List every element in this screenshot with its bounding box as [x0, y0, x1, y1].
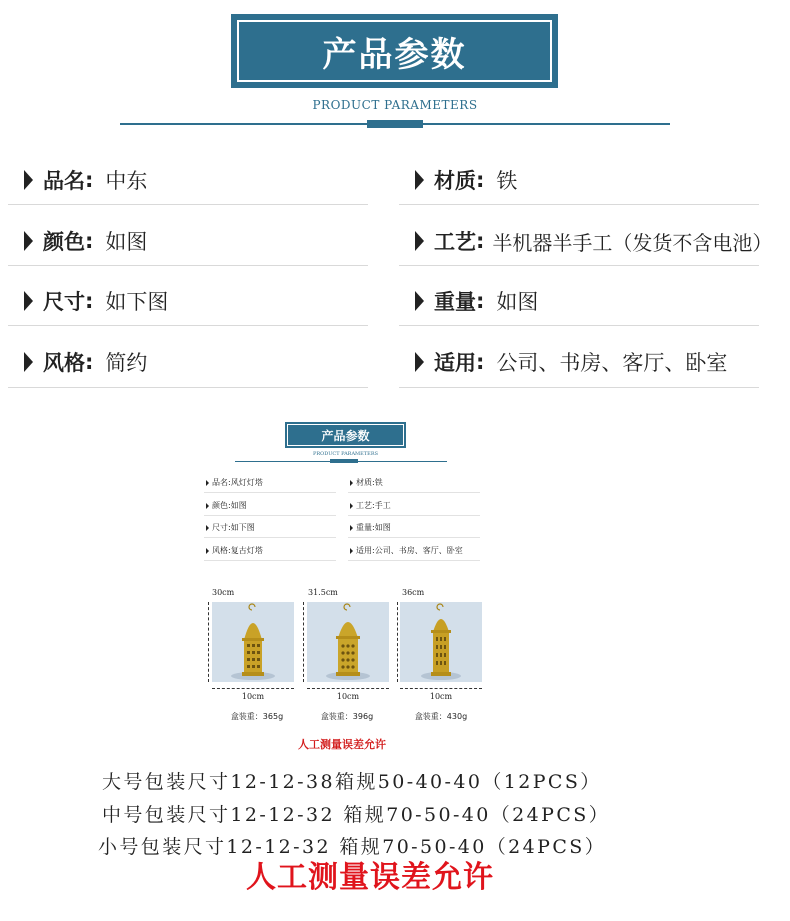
product-photo	[307, 602, 389, 682]
param-weight	[415, 286, 538, 316]
packaging-small: 小号包装尺寸12-12-32 箱规70-50-40（24PCS）	[98, 836, 607, 858]
divider	[204, 560, 336, 561]
arrow-right-icon	[350, 548, 353, 554]
width-label: 10cm	[429, 692, 453, 701]
arrow-right-icon	[350, 525, 353, 531]
param-colon: :	[85, 229, 94, 253]
divider	[348, 492, 480, 493]
arrow-right-icon	[350, 503, 353, 509]
arrow-right-icon	[350, 480, 353, 486]
param-label: 风格	[43, 351, 85, 375]
thumbnail-param-value: 公司、书房、客厅、卧室	[374, 546, 463, 555]
thumbnail-param	[350, 545, 463, 556]
param-value: 如图	[105, 230, 148, 254]
param-colon: :	[476, 350, 485, 374]
thumbnail-measurement-note: 人工测量误差允许	[298, 738, 386, 751]
thumbnail-param	[206, 522, 255, 533]
page-subtitle: PRODUCT PARAMETERS	[312, 98, 478, 112]
lantern-image	[307, 602, 389, 682]
divider	[8, 265, 368, 266]
height-dimension-line	[303, 602, 304, 682]
thumbnail-param-value: 如图	[374, 523, 391, 532]
page-title: 产品参数	[237, 20, 552, 82]
header-rule-accent	[367, 120, 423, 128]
param-value: 如下图	[105, 290, 169, 314]
height-dimension-line	[397, 602, 398, 682]
arrow-right-icon	[206, 480, 209, 486]
thumbnail-param-label: 颜色:	[212, 501, 231, 510]
arrow-right-icon	[24, 291, 33, 311]
param-value: 公司、书房、客厅、卧室	[496, 351, 728, 375]
width-dimension-line	[400, 688, 482, 689]
param-value: 铁	[496, 169, 518, 193]
param-name	[24, 165, 147, 195]
param-colon: :	[85, 289, 94, 313]
thumbnail-param	[206, 500, 247, 511]
lantern-image	[212, 602, 294, 682]
thumbnail-param-label: 品名:	[212, 478, 231, 487]
param-colon: :	[476, 229, 485, 253]
param-colon: :	[85, 350, 94, 374]
thumbnail-param-value: 如下图	[230, 523, 255, 532]
param-style	[24, 347, 147, 377]
divider	[399, 325, 759, 326]
divider	[399, 204, 759, 205]
param-usage	[415, 347, 727, 377]
divider	[348, 560, 480, 561]
product-photo	[212, 602, 294, 682]
arrow-right-icon	[206, 503, 209, 509]
thumbnail-subtitle: PRODUCT PARAMETERS	[312, 451, 379, 457]
param-label: 尺寸	[43, 290, 85, 314]
param-colon: :	[85, 168, 94, 192]
weight-label: 盒装重：430g	[414, 712, 468, 721]
param-label: 材质	[434, 169, 476, 193]
thumbnail-param-value: 铁	[374, 478, 383, 487]
thumbnail-param-value: 如图	[230, 501, 247, 510]
arrow-right-icon	[415, 291, 424, 311]
arrow-right-icon	[206, 525, 209, 531]
param-value: 如图	[496, 290, 539, 314]
divider	[8, 204, 368, 205]
weight-label: 盒装重：365g	[230, 712, 284, 721]
arrow-right-icon	[415, 352, 424, 372]
height-dimension-line	[208, 602, 209, 682]
lantern-image	[400, 602, 482, 682]
thumbnail-param-value: 手工	[374, 501, 391, 510]
param-label: 适用	[434, 351, 476, 375]
divider	[204, 515, 336, 516]
param-craft	[415, 226, 772, 256]
arrow-right-icon	[24, 231, 33, 251]
width-label: 10cm	[336, 692, 360, 701]
divider	[8, 325, 368, 326]
param-label: 工艺	[434, 230, 476, 254]
thumbnail-param	[206, 477, 263, 488]
param-value: 简约	[105, 351, 148, 375]
param-label: 颜色	[43, 230, 85, 254]
arrow-right-icon	[206, 548, 209, 554]
thumbnail-param-value: 复古灯塔	[230, 546, 263, 555]
param-colon: :	[476, 289, 485, 313]
thumbnail-param	[350, 500, 391, 511]
width-dimension-line	[212, 688, 294, 689]
thumbnail-title-banner	[285, 422, 406, 448]
measurement-note: 人工测量误差允许	[246, 860, 494, 895]
param-value: 半机器半手工（发货不含电池）	[492, 230, 773, 255]
divider	[399, 387, 759, 388]
thumbnail-param	[350, 522, 391, 533]
param-material	[415, 165, 517, 195]
arrow-right-icon	[24, 170, 33, 190]
title-banner	[231, 14, 558, 88]
weight-label: 盒装重：396g	[320, 712, 374, 721]
divider	[348, 537, 480, 538]
thumbnail-param-value: 风灯灯塔	[230, 478, 263, 487]
thumbnail-title: 产品参数	[287, 424, 404, 446]
arrow-right-icon	[415, 170, 424, 190]
param-color	[24, 226, 147, 256]
height-label: 30cm	[212, 588, 235, 597]
thumbnail-param-label: 工艺:	[356, 501, 375, 510]
divider	[204, 537, 336, 538]
divider	[8, 387, 368, 388]
height-label: 36cm	[402, 588, 425, 597]
param-label: 品名	[43, 169, 85, 193]
thumbnail-param-label: 尺寸:	[212, 523, 231, 532]
packaging-large: 大号包装尺寸12-12-38箱规50-40-40（12PCS）	[102, 771, 602, 793]
thumbnail-param-label: 重量:	[356, 523, 375, 532]
param-size	[24, 286, 168, 316]
height-label: 31.5cm	[308, 588, 338, 597]
width-dimension-line	[307, 688, 389, 689]
param-value: 中东	[105, 169, 148, 193]
divider	[348, 515, 480, 516]
param-colon: :	[476, 168, 485, 192]
packaging-medium: 中号包装尺寸12-12-32 箱规70-50-40（24PCS）	[102, 804, 611, 826]
thumbnail-rule-accent	[330, 459, 358, 463]
product-photo	[400, 602, 482, 682]
thumbnail-param	[350, 477, 383, 488]
divider	[204, 492, 336, 493]
param-label: 重量	[434, 290, 476, 314]
arrow-right-icon	[24, 352, 33, 372]
divider	[399, 265, 759, 266]
thumbnail-param	[206, 545, 263, 556]
thumbnail-param-label: 风格:	[212, 546, 231, 555]
thumbnail-param-label: 适用:	[356, 546, 375, 555]
width-label: 10cm	[241, 692, 265, 701]
arrow-right-icon	[415, 231, 424, 251]
thumbnail-param-label: 材质:	[356, 478, 375, 487]
